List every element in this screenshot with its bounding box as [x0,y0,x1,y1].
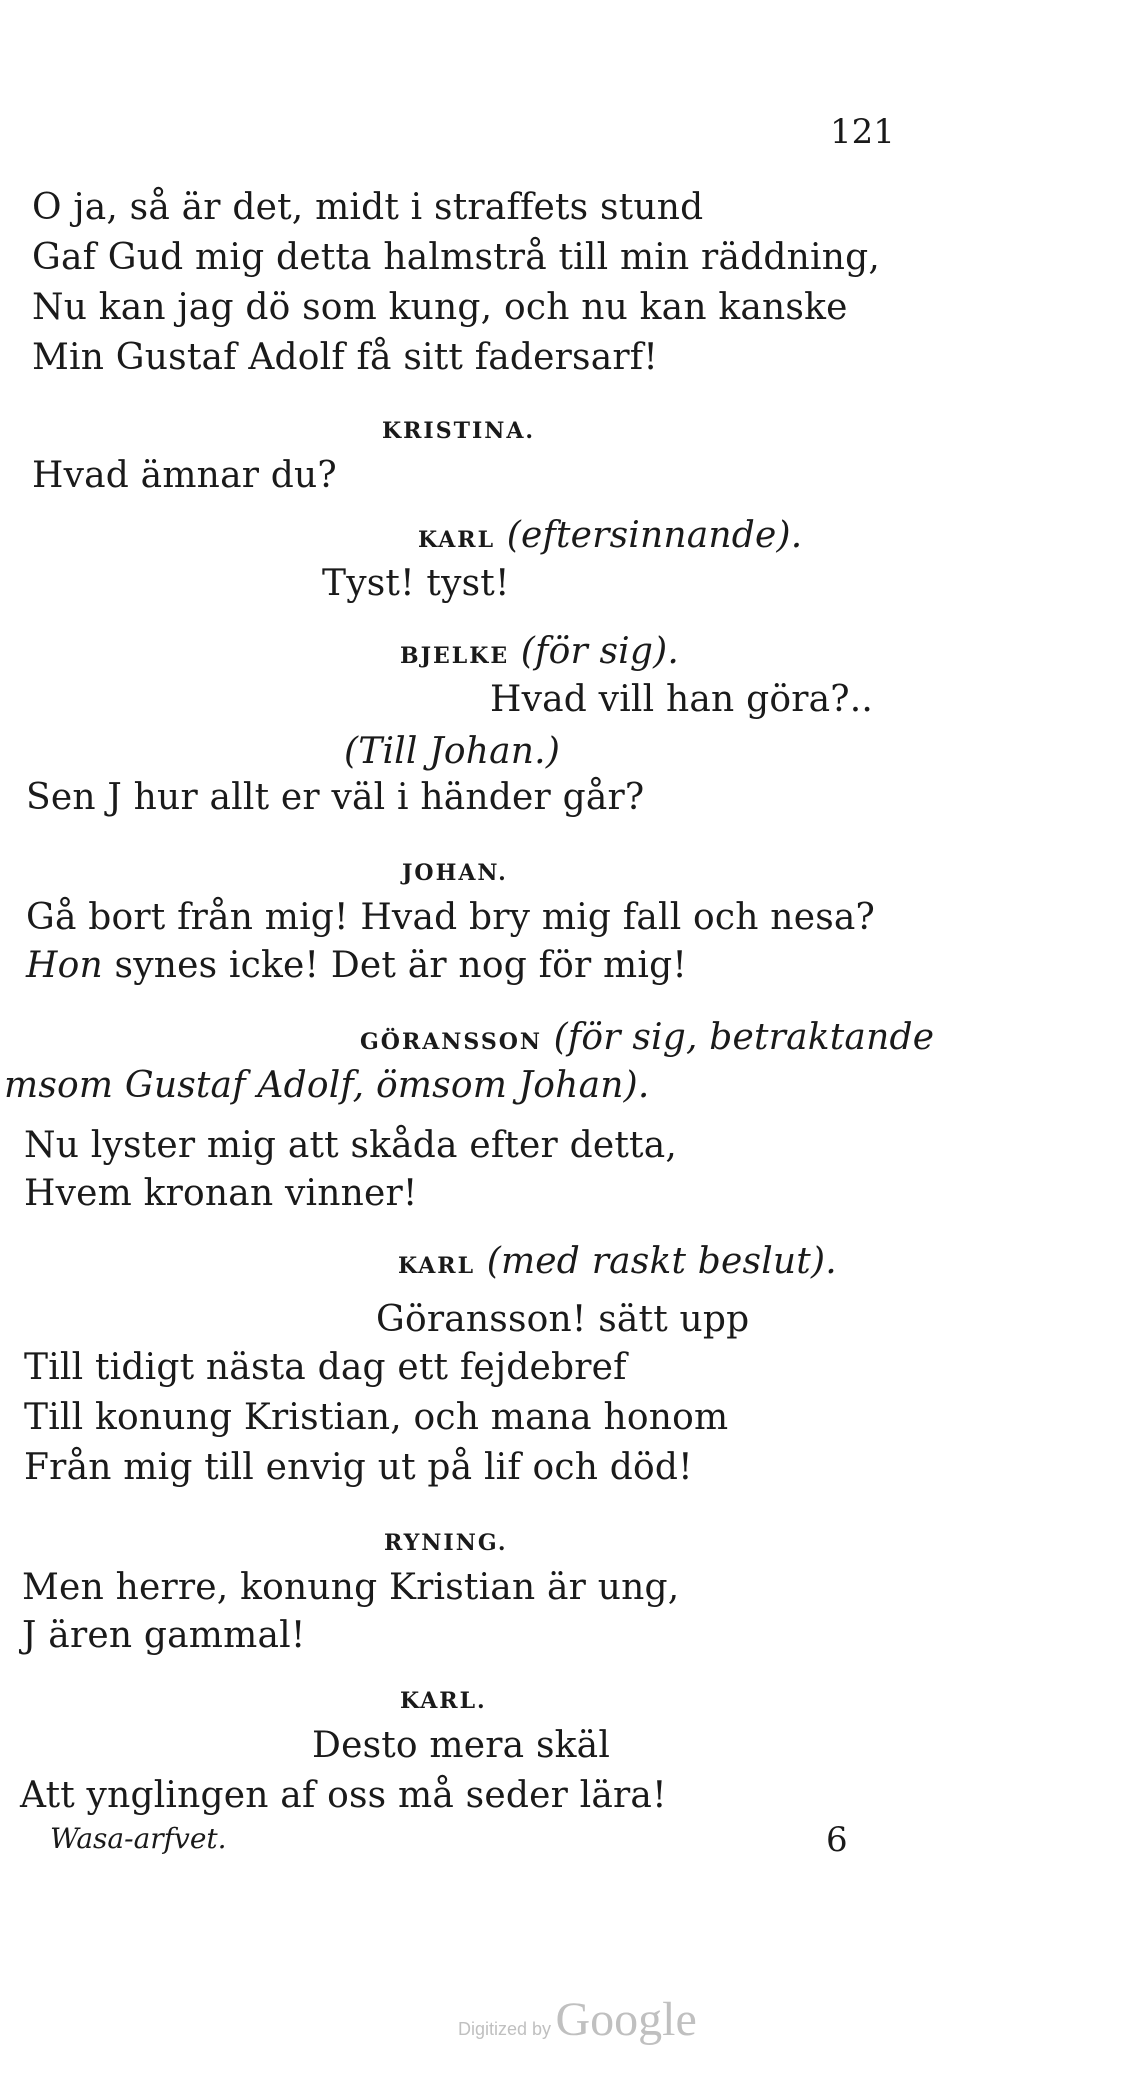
verse-line: Men herre, konung Kristian är ung, [22,1567,680,1608]
verse-line: Till konung Kristian, och mana honom [24,1397,729,1438]
verse-line: Hvad ämnar du? [32,455,337,496]
verse-line: Min Gustaf Adolf få sitt fadersarf! [32,337,658,378]
emphasis: Hon [26,945,103,986]
digitized-watermark [458,1992,697,2047]
verse-line: Till tidigt nästa dag ett fejdebref [24,1347,627,1388]
page-number: 121 [830,112,895,152]
speaker-karl: KARL. [400,1688,487,1714]
speaker-karl-heading [398,1240,837,1284]
verse-line: Sen J hur allt er väl i händer går? [26,777,645,818]
stage-direction: (Till Johan.) [344,731,561,772]
verse-line: Nu kan jag dö som kung, och nu kan kanske [32,287,848,328]
stage-direction: (eftersinnande). [506,515,803,556]
stage-direction: msom Gustaf Adolf, ömsom Johan). [4,1065,650,1106]
verse-line: Gå bort från mig! Hvad bry mig fall och nesa? [26,897,876,938]
speaker-karl: KARL [398,1253,476,1279]
stage-direction: (för sig). [520,631,680,672]
verse-line: O ja, så är det, midt i straffets stund [32,187,704,228]
speaker-bjelke-heading [400,630,679,674]
watermark-prefix: Digitized by [458,2019,552,2039]
speaker-bjelke: BJELKE [400,643,510,669]
verse-line: Tyst! tyst! [322,563,510,604]
speaker-karl-heading [418,514,802,558]
verse-line: Desto mera skäl [312,1725,611,1766]
speaker-goransson-heading [360,1016,934,1060]
speaker-johan: JOHAN. [402,860,508,886]
footer-title: Wasa-arfvet. [50,1822,227,1855]
verse-line: Göransson! sätt upp [376,1299,750,1340]
verse-line: Hon synes icke! Det är nog för mig! [26,945,687,986]
speaker-kristina: KRISTINA. [382,418,536,444]
verse-line: Gaf Gud mig detta halmstrå till min räddning, [32,237,880,278]
verse-line: Hvad vill han göra?.. [490,679,874,720]
verse-line: Nu lyster mig att skåda efter detta, [24,1125,678,1166]
verse-line: J ären gammal! [22,1615,306,1656]
google-logo: Google [555,1993,697,2046]
speaker-goransson: GÖRANSSON [360,1029,542,1055]
speaker-ryning: RYNING. [384,1530,508,1556]
verse-line: Hvem kronan vinner! [24,1173,418,1214]
signature-mark: 6 [826,1820,848,1860]
stage-direction: (för sig, betraktande [553,1017,935,1058]
verse-line: Att ynglingen af oss må seder lära! [20,1775,667,1816]
verse-line: Från mig till envig ut på lif och död! [24,1447,693,1488]
speaker-karl: KARL [418,527,496,553]
stage-direction: (med raskt beslut). [486,1241,837,1282]
